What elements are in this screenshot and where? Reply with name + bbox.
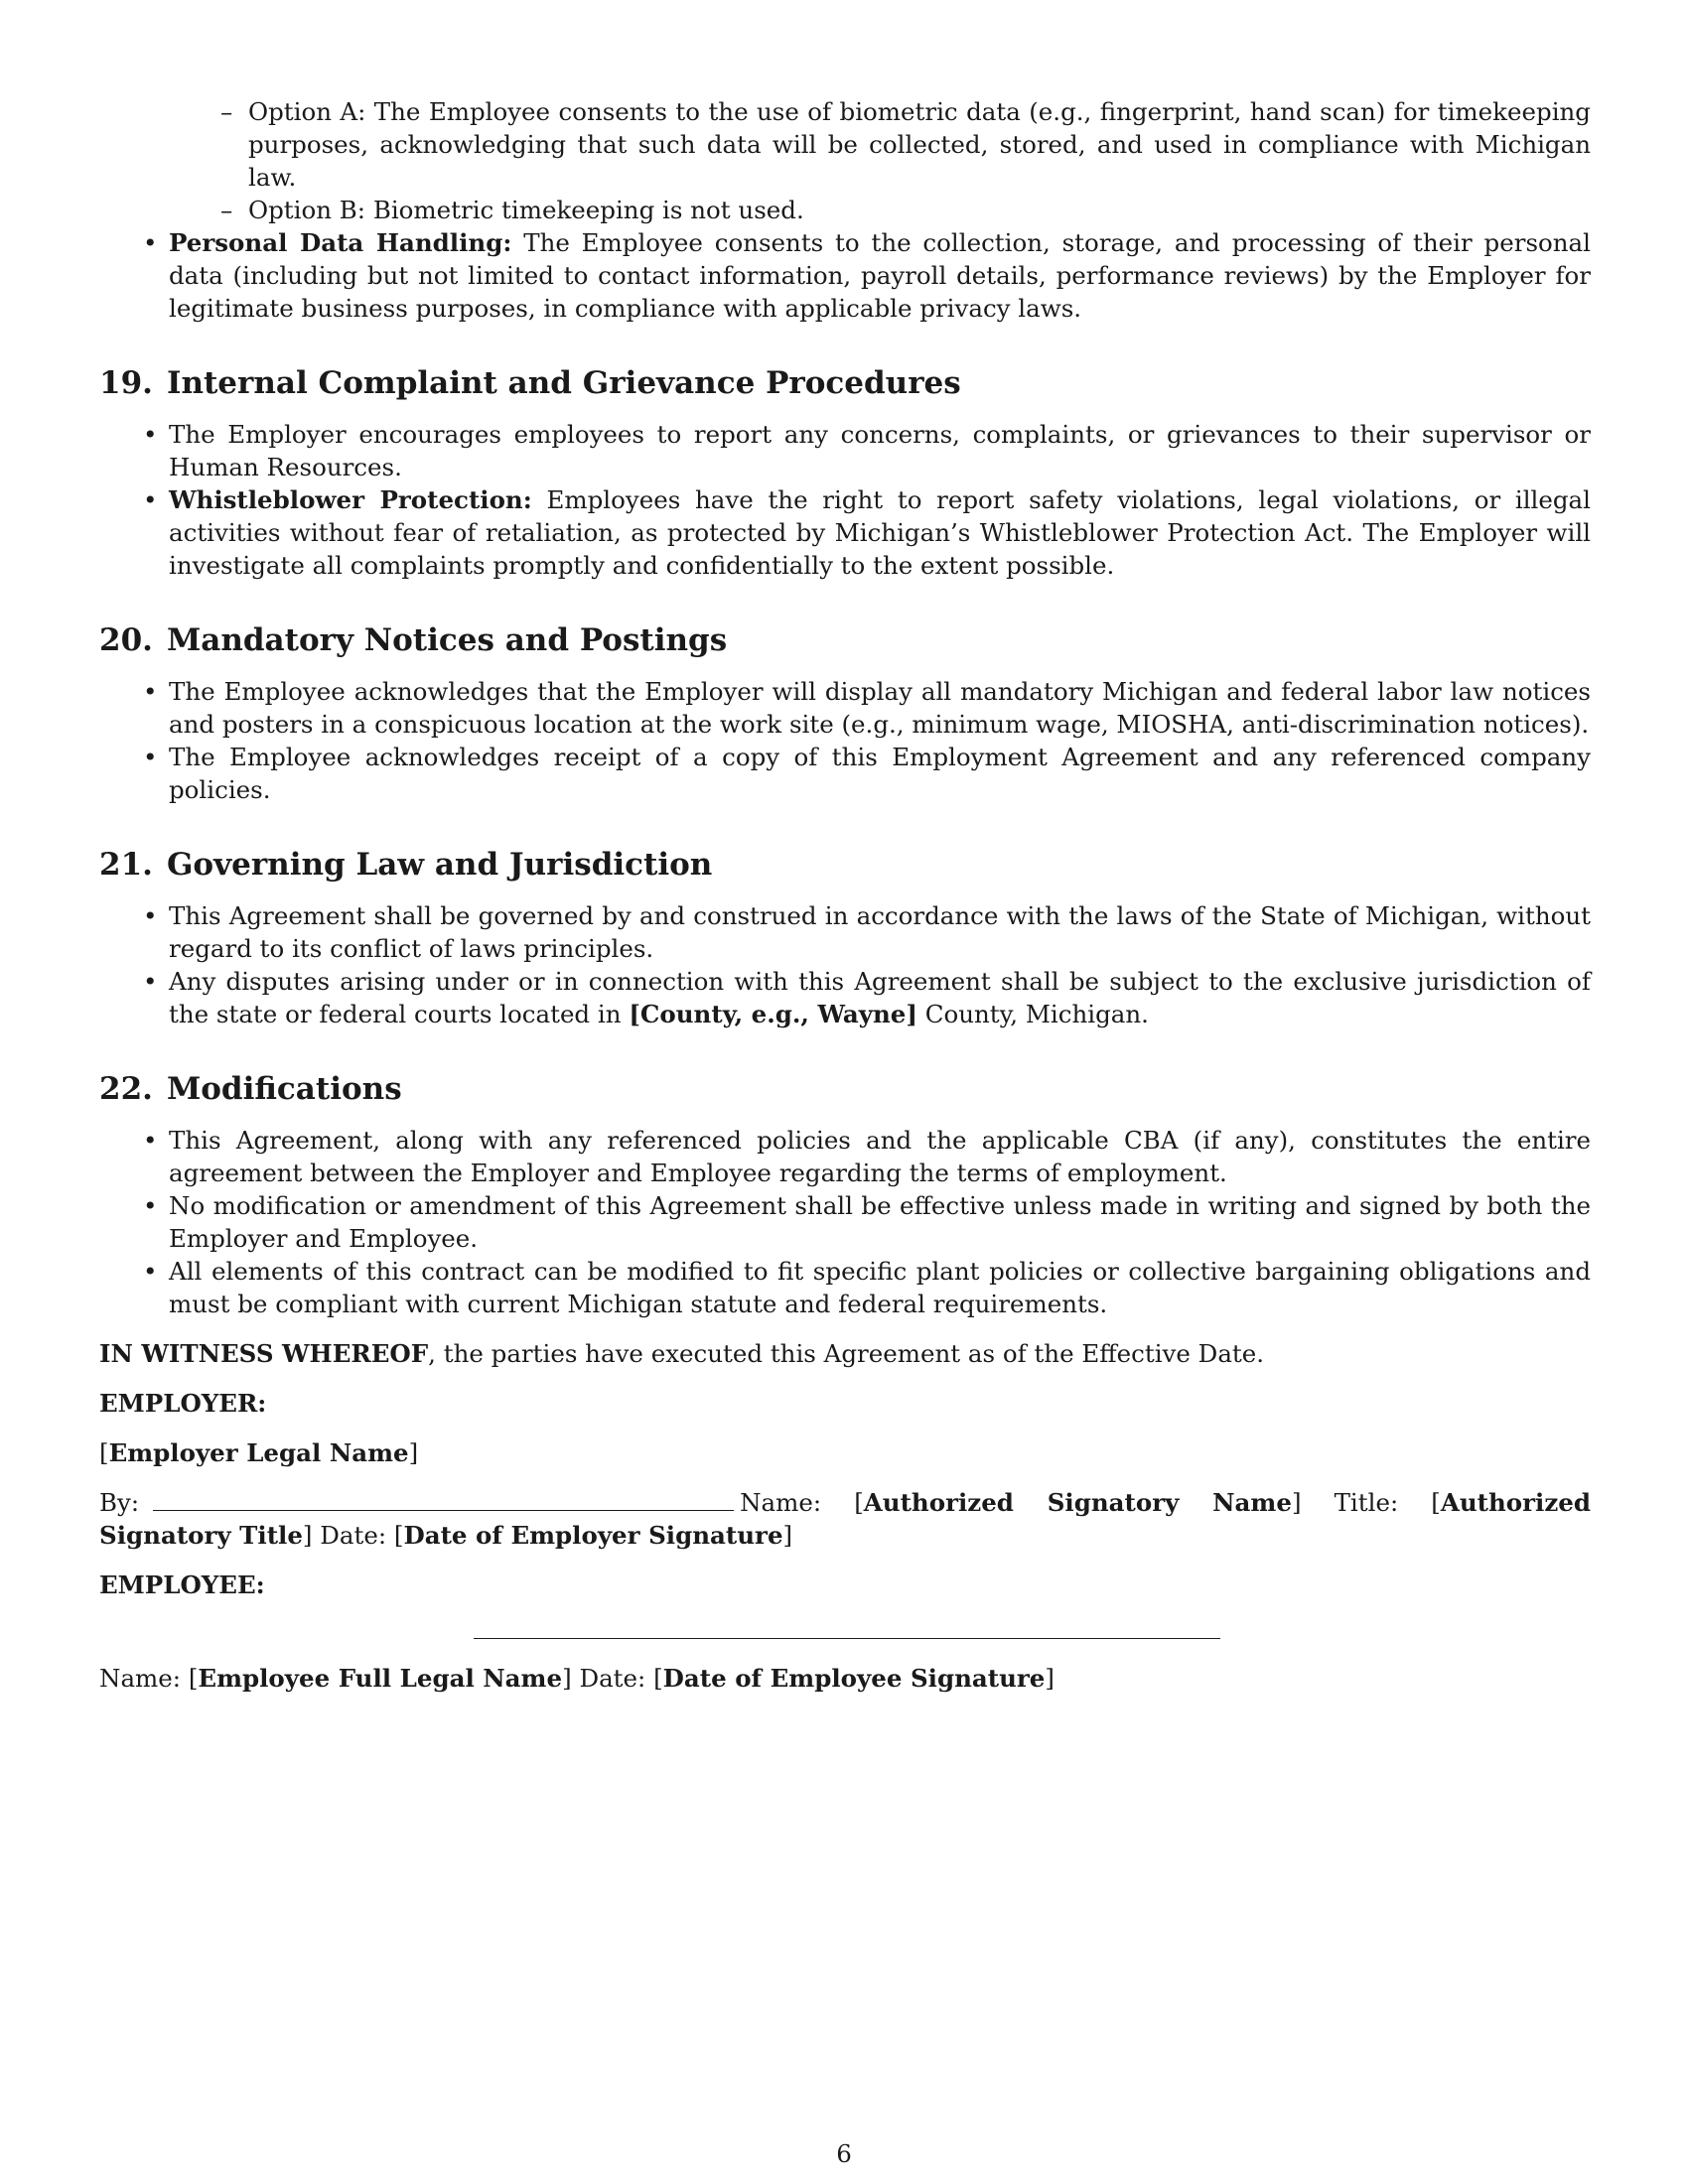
employer-heading — [99, 1387, 1591, 1420]
section-21-list — [169, 899, 1591, 1030]
section-20-item: • The Employee acknowledges that the Employer will display all mandatory Michigan and federal labor law notices and posters in a conspicuous location at the work site (e.g., minimum wage, MIOSHA, anti-discrimination notices). — [169, 675, 1591, 741]
section-20-heading — [99, 621, 1591, 659]
employee-heading-text: EMPLOYEE: — [99, 1570, 265, 1599]
section-22-item: • This Agreement, along with any referenced policies and the applicable CBA (if any), constitutes the entire agreement between the Employer and Employee regarding the terms of employment. — [169, 1124, 1591, 1189]
section-19-item: • The Employer encourages employees to report any concerns, complaints, or grievances to their supervisor or Human Resources. — [169, 418, 1591, 483]
employee-heading — [99, 1569, 1591, 1601]
section-21-heading — [99, 846, 1591, 884]
signatory-title-value: Authorized Signatory Title — [99, 1488, 1591, 1550]
signatory-title-label: Title: — [1334, 1488, 1399, 1517]
section-19-title: Internal Complaint and Grievance Procedures — [166, 365, 961, 401]
section-21-title: Governing Law and Jurisdiction — [166, 847, 713, 883]
employer-legal-name-value: Employer Legal Name — [108, 1438, 409, 1467]
section-20-number: 20. — [99, 622, 153, 658]
employee-name-label: Name: — [99, 1664, 182, 1693]
section-20-list — [169, 675, 1591, 806]
employer-legal-name: [Employer Legal Name] — [99, 1438, 419, 1467]
section-22-number: 22. — [99, 1071, 153, 1107]
employer-signature-block: By: Name: [Authorized Signatory Name] Title: [Authorized Signatory Title] Date: [Date of Employer Signature] — [99, 1488, 1591, 1550]
employee-signature-line[interactable] — [474, 1638, 1220, 1639]
employer-date-value: Date of Employer Signature — [403, 1521, 783, 1550]
signatory-name-value: Authorized Signatory Name — [863, 1488, 1292, 1517]
section-21-item: • This Agreement shall be governed by and construed in accordance with the laws of the State of Michigan, without regard to its conflict of laws principles. — [169, 899, 1591, 965]
personal-data-label: Personal Data Handling: — [169, 228, 512, 257]
whistleblower-text: Employees have the right to report safety violations, legal violations, or illegal activities without fear of retaliation, as protected by Michigan’s Whistleblower Protection Act. The Employer will investigate all complaints promptly and confidentially to the extent possible. — [169, 485, 1591, 580]
section-19-heading — [99, 364, 1591, 402]
whistleblower-label: Whistleblower Protection: — [169, 485, 532, 514]
section-19-number: 19. — [99, 365, 153, 401]
section-19-item — [169, 483, 1591, 582]
county-placeholder: [County, e.g., Wayne] — [629, 1000, 917, 1028]
employee-date-label: Date: — [579, 1664, 646, 1693]
personal-data-item — [169, 226, 1591, 325]
employee-date-value: Date of Employee Signature — [662, 1664, 1046, 1693]
by-label: By: — [99, 1488, 140, 1517]
section-22-item: • All elements of this contract can be modified to fit specific plant policies or collective bargaining obligations and must be compliant with current Michigan statute and federal requirements. — [169, 1255, 1591, 1320]
section-22-title: Modifications — [166, 1071, 402, 1107]
section-20-title: Mandatory Notices and Postings — [166, 622, 728, 658]
witness-bold: IN WITNESS WHEREOF — [99, 1339, 429, 1368]
section-21-number: 21. — [99, 847, 153, 883]
employer-date-label: Date: — [320, 1521, 387, 1550]
section-20-item: • The Employee acknowledges receipt of a copy of this Employment Agreement and any referenced company policies. — [169, 741, 1591, 806]
section-22-list — [169, 1124, 1591, 1320]
employer-heading-text: EMPLOYER: — [99, 1389, 267, 1418]
biometric-option-b: – Option B: Biometric timekeeping is not used. — [218, 194, 1591, 226]
section-22-item: • No modification or amendment of this Agreement shall be effective unless made in writing and signed by both the Employer and Employee. — [169, 1189, 1591, 1255]
jurisdiction-text: Any disputes arising under or in connection with this Agreement shall be subject to the exclusive jurisdiction of the state or federal courts located in — [169, 967, 1591, 1028]
biometric-options-list — [218, 95, 1591, 226]
employer-signature-line[interactable] — [153, 1486, 734, 1511]
page-number: 6 — [836, 2139, 852, 2168]
section-21-item — [169, 965, 1591, 1030]
employee-info: Name: [Employee Full Legal Name] Date: [Date of Employee Signature] — [99, 1664, 1055, 1693]
personal-data-text: The Employee consents to the collection, storage, and processing of their personal data (including but not limited to contact information, payroll details, performance reviews) by the Employer for legitimate business purposes, in compliance with applicable privacy laws. — [169, 228, 1591, 323]
document-page — [99, 95, 1591, 1695]
signatory-name-label: Name: — [740, 1488, 822, 1517]
section-19-list — [169, 418, 1591, 582]
witness-text: , the parties have executed this Agreement as of the Effective Date. — [428, 1339, 1265, 1368]
jurisdiction-suffix: County, Michigan. — [916, 1000, 1149, 1028]
personal-data-list — [169, 226, 1591, 325]
employee-name-value: Employee Full Legal Name — [198, 1664, 563, 1693]
witness-statement — [99, 1337, 1591, 1370]
biometric-option-a: – Option A: The Employee consents to the use of biometric data (e.g., fingerprint, hand scan) for timekeeping purposes, acknowledging that such data will be collected, stored, and used in compliance with Michigan law. — [218, 95, 1591, 194]
section-22-heading — [99, 1070, 1591, 1108]
